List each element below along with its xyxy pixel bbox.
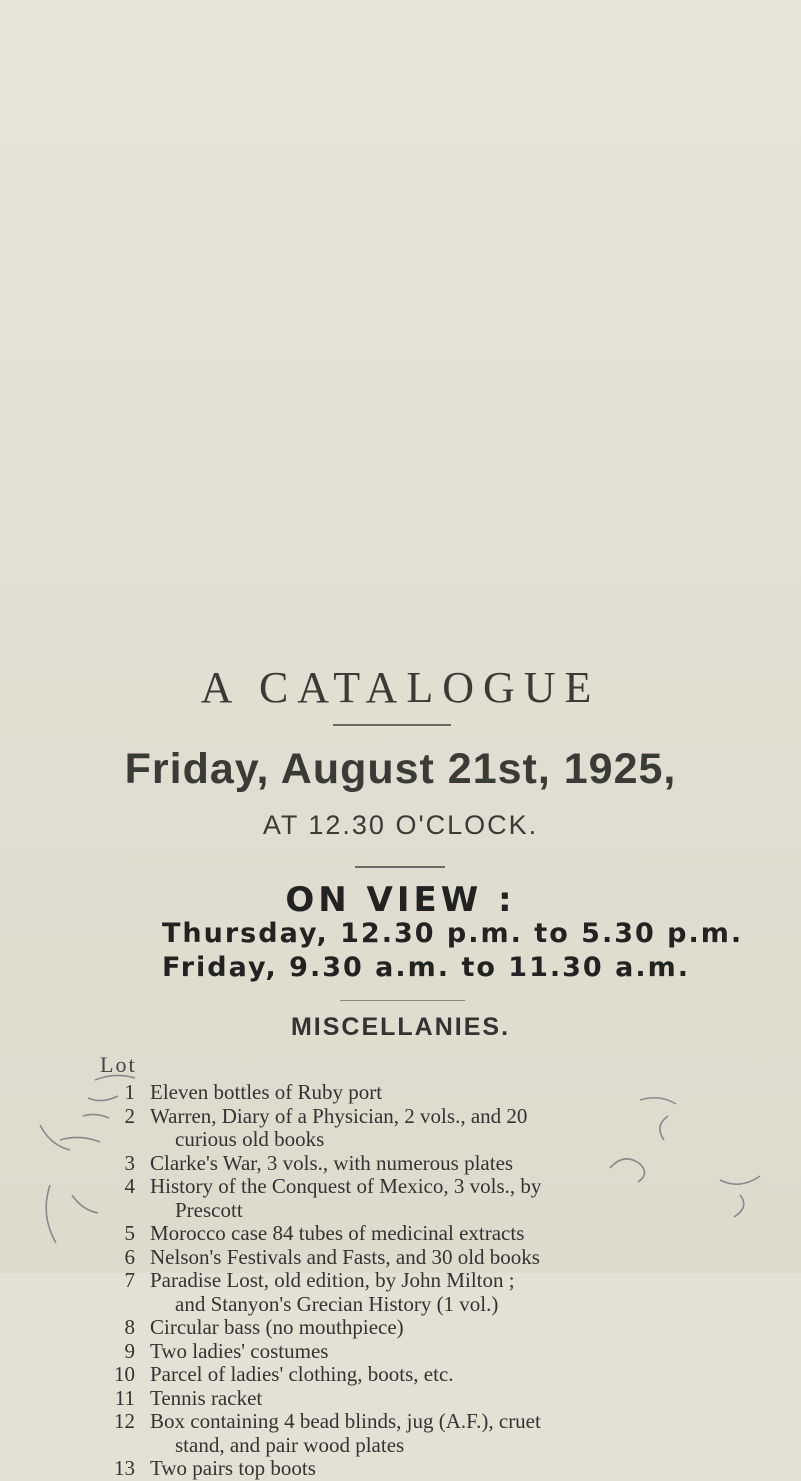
margin-mark-5 <box>610 1159 645 1182</box>
lot-description: Clarke's War, 3 vols., with numerous plates <box>150 1150 514 1175</box>
lot-number: 5 <box>124 1221 135 1245</box>
lot-column-heading: Lot <box>100 1052 137 1077</box>
sale-date: Friday, August 21st, 1925, <box>124 745 677 793</box>
lot-description: Two ladies' costumes <box>150 1338 329 1363</box>
lot-description: Two pairs top boots <box>150 1456 316 1480</box>
lot-number: 9 <box>124 1338 135 1363</box>
lot-description: Warren, Diary of a Physician, 2 vols., and 20 <box>150 1103 528 1128</box>
lot-description: History of the Conquest of Mexico, 3 vols., by <box>150 1174 542 1198</box>
on-view-heading: ON VIEW : <box>285 880 516 920</box>
viewing-time-thursday: Thursday, 12.30 p.m. to 5.30 p.m. <box>162 918 744 949</box>
lot-number: 10 <box>114 1362 135 1386</box>
margin-mark-4 <box>640 1098 676 1140</box>
lot-number: 8 <box>124 1315 135 1339</box>
lot-description: Tennis racket <box>150 1385 263 1410</box>
lot-description: Circular bass (no mouthpiece) <box>150 1315 404 1339</box>
lot-description: Morocco case 84 tubes of medicinal extracts <box>150 1221 525 1245</box>
viewing-time-friday: Friday, 9.30 a.m. to 11.30 a.m. <box>162 952 690 983</box>
title-rule <box>333 724 451 726</box>
section-heading: MISCELLANIES. <box>290 1013 511 1041</box>
lot-description: Parcel of ladies' clothing, boots, etc. <box>150 1362 454 1386</box>
lot-description: Nelson's Festivals and Fasts, and 30 old books <box>150 1244 540 1269</box>
lot-description-continued: stand, and pair wood plates <box>175 1432 405 1457</box>
lot-number: 13 <box>114 1456 135 1480</box>
catalogue-title: A CATALOGUE <box>200 663 601 712</box>
lot-description: Eleven bottles of Ruby port <box>150 1080 383 1104</box>
lot-number: 12 <box>114 1409 135 1433</box>
lot-number: 1 <box>124 1080 135 1104</box>
lot-description-continued: curious old books <box>175 1127 325 1151</box>
lot-number: 3 <box>124 1150 135 1175</box>
margin-mark-3 <box>46 1185 98 1243</box>
lot-number: 2 <box>124 1103 135 1128</box>
viewing-rule <box>340 1000 465 1001</box>
lot-description: Box containing 4 bead blinds, jug (A.F.), cruet <box>150 1409 541 1433</box>
lot-description-continued: and Stanyon's Grecian History (1 vol.) <box>175 1291 499 1316</box>
margin-mark-6 <box>720 1176 760 1217</box>
time-rule <box>355 866 445 868</box>
margin-mark-2 <box>40 1125 100 1150</box>
lot-description-continued: Prescott <box>175 1197 243 1222</box>
lot-number: 7 <box>124 1268 135 1292</box>
lot-number: 6 <box>124 1244 135 1269</box>
sale-time: AT 12.30 O'CLOCK. <box>262 810 539 840</box>
lot-number: 4 <box>124 1174 135 1198</box>
lot-number: 11 <box>114 1385 135 1410</box>
lot-description: Paradise Lost, old edition, by John Milton ; <box>150 1268 515 1292</box>
